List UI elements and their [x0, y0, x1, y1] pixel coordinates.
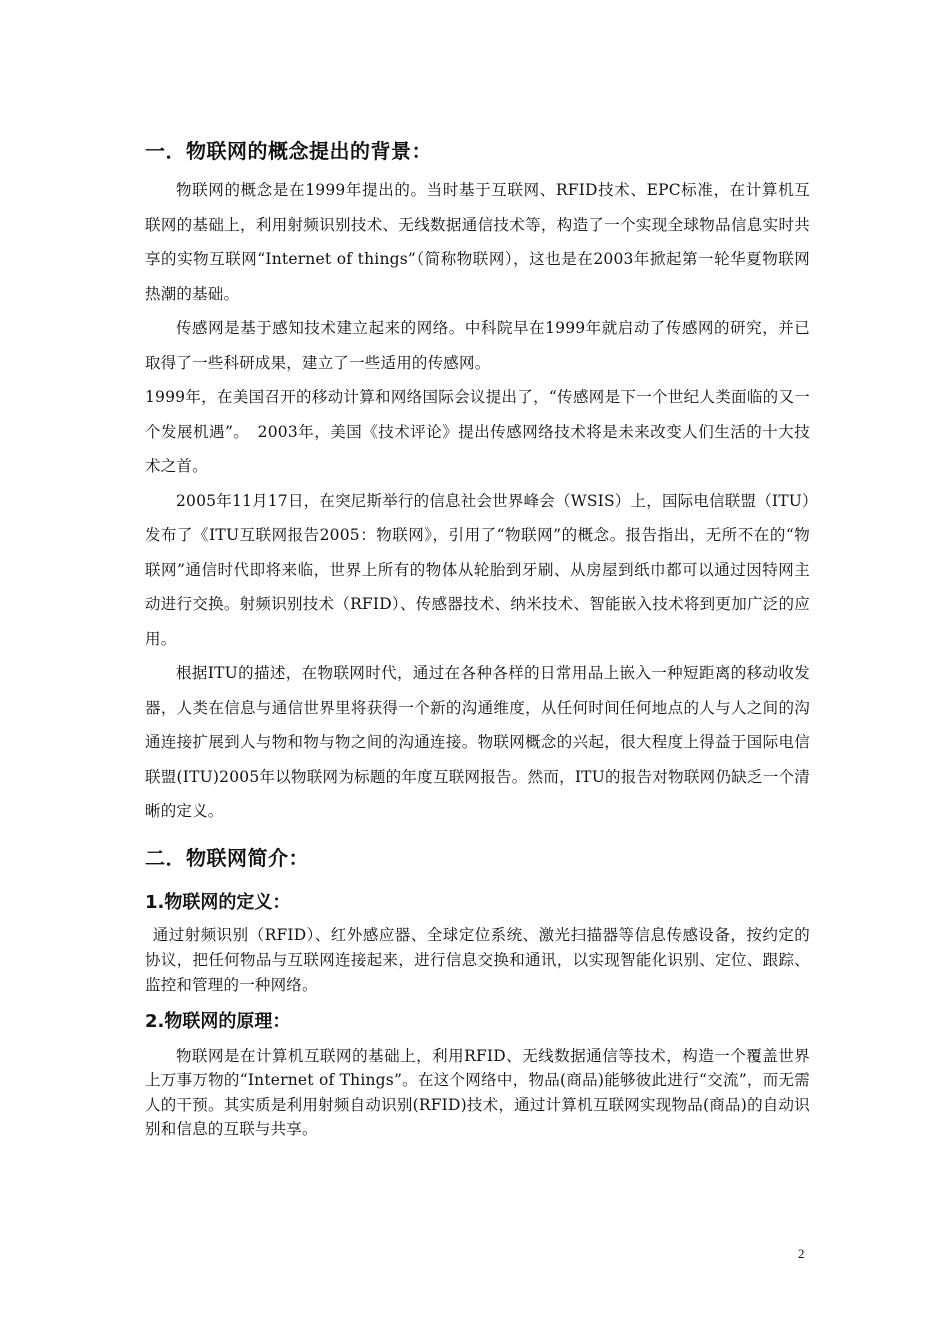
section-1-paragraph-1: 物联网的概念是在1999年提出的。当时基于互联网、RFID技术、EPC标准，在计算机互联网的基础上，利用射频识别技术、无线数据通信技术等，构造了一个实现全球物品信息实时共享的实物互联网“Internet of things”（简称物联网），这也是在2003年掀起第一轮华夏物联网热潮的基础。 — [145, 181, 810, 303]
section-1-paragraph-3: 1999年，在美国召开的移动计算和网络国际会议提出了，“传感网是下一个世纪人类面临的又一个发展机遇”。 2003年，美国《技术评论》提出传感网络技术将是未来改变人们生活的十大技术之首。 — [145, 388, 810, 475]
page-number: 2 — [798, 1246, 805, 1261]
section-2-1-paragraph: 通过射频识别（RFID）、红外感应器、全球定位系统、激光扫描器等信息传感设备，按约定的协议，把任何物品与互联网连接起来，进行信息交换和通讯，以实现智能化识别、定位、跟踪、监控和管理的一种网络。 — [145, 925, 810, 994]
section-2-2-title: 2.物联网的原理： — [145, 1010, 291, 1032]
section-1-paragraph-4: 2005年11月17日，在突尼斯举行的信息社会世界峰会（WSIS）上，国际电信联盟（ITU）发布了《ITU互联网报告2005：物联网》，引用了“物联网”的概念。报告指出，无所不在的“物联网”通信时代即将来临，世界上所有的物体从轮胎到牙刷、从房屋到纸巾都可以通过因特网主动进行交换。射频识别技术（RFID）、传感器技术、纳米技术、智能嵌入技术将到更加广泛的应用。 — [145, 491, 810, 648]
section-2-title: 二．物联网简介： — [145, 845, 309, 870]
document-page — [145, 136, 810, 1142]
section-1-title: 一．物联网的概念提出的背景： — [145, 139, 432, 163]
section-1-paragraph-5: 根据ITU的描述，在物联网时代，通过在各种各样的日常用品上嵌入一种短距离的移动收发器，人类在信息与通信世界里将获得一个新的沟通维度，从任何时间任何地点的人与人之间的沟通连接扩展到人与物和物与物之间的沟通连接。物联网概念的兴起，很大程度上得益于国际电信联盟(ITU)2005年以物联网为标题的年度互联网报告。然而，ITU的报告对物联网仍缺乏一个清晰的定义。 — [145, 664, 810, 820]
section-2-1-title: 1.物联网的定义： — [145, 891, 291, 913]
section-2-2-paragraph: 物联网是在计算机互联网的基础上，利用RFID、无线数据通信等技术，构造一个覆盖世界上万事万物的“Internet of Things”。在这个网络中，物品(商品)能够彼此进行“交流”，而无需人的干预。其实质是利用射频自动识别(RFID)技术，通过计算机互联网实现物品(商品)的自动识别和信息的互联与共享。 — [145, 1046, 810, 1138]
section-1-paragraph-2: 传感网是基于感知技术建立起来的网络。中科院早在1999年就启动了传感网的研究，并已取得了一些科研成果，建立了一些适用的传感网。 — [145, 319, 810, 372]
